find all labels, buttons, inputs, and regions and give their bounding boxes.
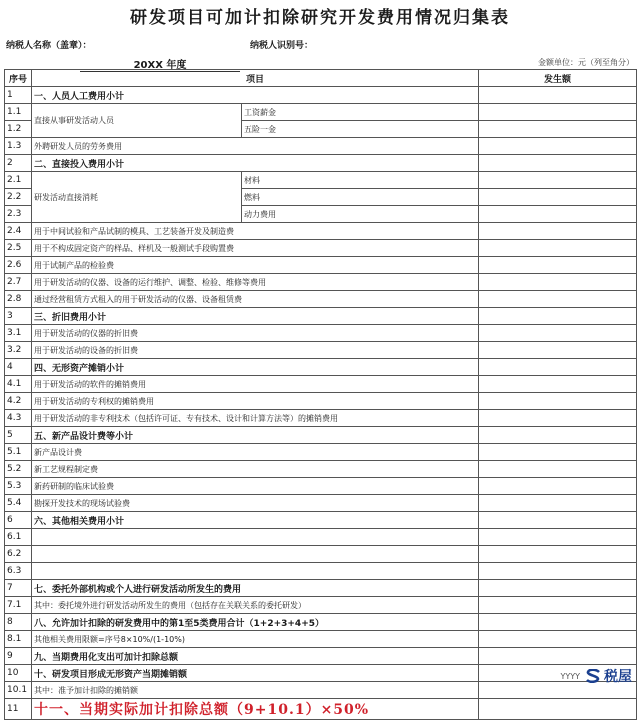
row-item: 新产品设计费 (32, 444, 479, 461)
table-row (5, 342, 637, 359)
row-number: 2.2 (5, 189, 32, 206)
row-item: 其中：准予加计扣除的摊销额 (32, 682, 479, 699)
row-amount-cell (479, 512, 637, 529)
table-row (5, 87, 637, 104)
final-row-amount-cell (479, 699, 637, 720)
row-number: 4.1 (5, 376, 32, 393)
row-amount-cell (479, 274, 637, 291)
row-amount-cell (479, 631, 637, 648)
final-row-number: 11 (5, 699, 32, 720)
row-number: 3.2 (5, 342, 32, 359)
row-number: 8.1 (5, 631, 32, 648)
sheet-title: 研发项目可加计扣除研究开发费用情况归集表 (130, 8, 510, 28)
table-row (5, 495, 637, 512)
table-row (5, 631, 637, 648)
row-amount-cell (479, 563, 637, 580)
row-number: 4.3 (5, 410, 32, 427)
row-item: 五、新产品设计费等小计 (32, 427, 479, 444)
row-number: 4 (5, 359, 32, 376)
row-item: 通过经营租赁方式租入的用于研发活动的仪器、设备租赁费 (32, 291, 479, 308)
shuiwu-logo-icon (584, 669, 602, 683)
row-amount-cell (479, 410, 637, 427)
row-amount-cell (479, 529, 637, 546)
row-item: 九、当期费用化支出可加计扣除总额 (32, 648, 479, 665)
watermark (560, 666, 632, 686)
row-item: 十、研发项目形成无形资产当期摊销额 (32, 665, 479, 682)
row-amount-cell (479, 257, 637, 274)
table-row (5, 393, 637, 410)
table-row (5, 155, 637, 172)
row-number: 6.2 (5, 546, 32, 563)
row-amount-cell (479, 393, 637, 410)
row-amount-cell (479, 359, 637, 376)
row-number: 5.1 (5, 444, 32, 461)
row-amount-cell (479, 342, 637, 359)
row-item: 用于中间试验和产品试制的模具、工艺装备开发及制造费 (32, 223, 479, 240)
row-amount-cell (479, 291, 637, 308)
row-item: 其他相关费用限额=序号8×10%/(1-10%) (32, 631, 479, 648)
final-row-item: 十一、当期实际加计扣除总额（9+10.1）×50% (32, 699, 479, 720)
row-item: 用于研发活动的专利权的摊销费用 (32, 393, 479, 410)
row-number: 7.1 (5, 597, 32, 614)
row-amount-cell (479, 172, 637, 189)
table-row (5, 597, 637, 614)
row-subitem: 动力费用 (242, 206, 479, 223)
table-row (5, 138, 637, 155)
row-amount-cell (479, 223, 637, 240)
table-row (5, 648, 637, 665)
row-number: 2.3 (5, 206, 32, 223)
row-number: 5.2 (5, 461, 32, 478)
row-item: 四、无形资产摊销小计 (32, 359, 479, 376)
row-item (32, 563, 479, 580)
row-number: 5 (5, 427, 32, 444)
row-amount-cell (479, 478, 637, 495)
table-header-row (5, 70, 637, 87)
row-item: 外聘研发人员的劳务费用 (32, 138, 479, 155)
row-item: 用于不构成固定资产的样品、样机及一般测试手段购置费 (32, 240, 479, 257)
row-number: 3 (5, 308, 32, 325)
row-item: 其中：委托境外进行研发活动所发生的费用（包括存在关联关系的委托研发） (32, 597, 479, 614)
table-row (5, 546, 637, 563)
table-row (5, 308, 637, 325)
row-item: 用于研发活动的仪器的折旧费 (32, 325, 479, 342)
row-amount-cell (479, 138, 637, 155)
row-amount-cell (479, 155, 637, 172)
row-item: 八、允许加计扣除的研发费用中的第1至5类费用合计（1+2+3+4+5） (32, 614, 479, 631)
row-amount-cell (479, 648, 637, 665)
table-row (5, 444, 637, 461)
table-row (5, 274, 637, 291)
row-number: 6 (5, 512, 32, 529)
table-row (5, 478, 637, 495)
table-row (5, 325, 637, 342)
row-amount-cell (479, 427, 637, 444)
table-row (5, 359, 637, 376)
taxpayer-name-label: 纳税人名称（盖章）： (6, 41, 92, 51)
row-amount-cell (479, 444, 637, 461)
row-number: 2.1 (5, 172, 32, 189)
watermark-logo (584, 666, 632, 686)
unit-label: 金额单位：元（列至角分） (538, 58, 634, 67)
row-subitem: 燃料 (242, 189, 479, 206)
row-amount-cell (479, 206, 637, 223)
table-row (5, 104, 637, 121)
row-item: 勘探开发技术的现场试验费 (32, 495, 479, 512)
row-number: 2.8 (5, 291, 32, 308)
table-row (5, 665, 637, 682)
row-item: 研发活动直接消耗 (32, 172, 242, 223)
row-item: 用于试制产品的检验费 (32, 257, 479, 274)
row-amount-cell (479, 325, 637, 342)
row-amount-cell (479, 189, 637, 206)
row-item: 三、折旧费用小计 (32, 308, 479, 325)
row-item: 七、委托外部机构或个人进行研发活动所发生的费用 (32, 580, 479, 597)
row-amount-cell (479, 240, 637, 257)
table-row (5, 240, 637, 257)
row-number: 8 (5, 614, 32, 631)
table-row (5, 427, 637, 444)
row-item: 二、直接投入费用小计 (32, 155, 479, 172)
row-amount-cell (479, 121, 637, 138)
row-amount-cell (479, 614, 637, 631)
row-number: 2.7 (5, 274, 32, 291)
table-row (5, 682, 637, 699)
row-item: 用于研发活动的软件的摊销费用 (32, 376, 479, 393)
row-item: 直接从事研发活动人员 (32, 104, 242, 138)
row-number: 2.6 (5, 257, 32, 274)
watermark-brand: 税屋 (604, 669, 632, 685)
row-item (32, 546, 479, 563)
row-item: 新药研制的临床试验费 (32, 478, 479, 495)
row-item: 用于研发活动的仪器、设备的运行维护、调整、检验、维修等费用 (32, 274, 479, 291)
row-number: 6.1 (5, 529, 32, 546)
row-item (32, 529, 479, 546)
row-number: 9 (5, 648, 32, 665)
row-number: 2.4 (5, 223, 32, 240)
table-row (5, 461, 637, 478)
table-row (5, 257, 637, 274)
table-row (5, 410, 637, 427)
header-amount: 发生额 (479, 70, 637, 87)
row-item: 新工艺规程制定费 (32, 461, 479, 478)
taxpayer-id-label: 纳税人识别号： (250, 41, 314, 51)
row-number: 10.1 (5, 682, 32, 699)
table-row (5, 529, 637, 546)
row-item: 六、其他相关费用小计 (32, 512, 479, 529)
table-row (5, 376, 637, 393)
table-row (5, 172, 637, 189)
table-row (5, 291, 637, 308)
row-item: 用于研发活动的设备的折旧费 (32, 342, 479, 359)
row-number: 2 (5, 155, 32, 172)
row-number: 1 (5, 87, 32, 104)
row-number: 2.5 (5, 240, 32, 257)
row-amount-cell (479, 597, 637, 614)
row-amount-cell (479, 546, 637, 563)
row-number: 1.2 (5, 121, 32, 138)
row-number: 6.3 (5, 563, 32, 580)
row-amount-cell (479, 461, 637, 478)
table-row (5, 614, 637, 631)
row-amount-cell (479, 87, 637, 104)
table-row (5, 223, 637, 240)
header-item: 项目 (32, 70, 479, 87)
row-number: 5.4 (5, 495, 32, 512)
row-amount-cell (479, 580, 637, 597)
row-amount-cell (479, 308, 637, 325)
row-number: 1.1 (5, 104, 32, 121)
row-item: 用于研发活动的非专利技术（包括许可证、专有技术、设计和计算方法等）的摊销费用 (32, 410, 479, 427)
row-subitem: 五险一金 (242, 121, 479, 138)
row-number: 7 (5, 580, 32, 597)
table-row (5, 512, 637, 529)
final-row (5, 699, 637, 720)
row-number: 4.2 (5, 393, 32, 410)
row-subitem: 工资薪金 (242, 104, 479, 121)
header-no: 序号 (5, 70, 32, 87)
row-amount-cell (479, 104, 637, 121)
table-row (5, 563, 637, 580)
row-number: 1.3 (5, 138, 32, 155)
row-number: 5.3 (5, 478, 32, 495)
row-subitem: 材料 (242, 172, 479, 189)
table-row (5, 580, 637, 597)
row-amount-cell (479, 376, 637, 393)
row-number: 3.1 (5, 325, 32, 342)
row-item: 一、人员人工费用小计 (32, 87, 479, 104)
expense-table (4, 69, 637, 720)
row-amount-cell (479, 495, 637, 512)
watermark-prefix: YYYY (560, 671, 580, 681)
year-label: 20XX 年度 (80, 56, 240, 72)
row-number: 10 (5, 665, 32, 682)
